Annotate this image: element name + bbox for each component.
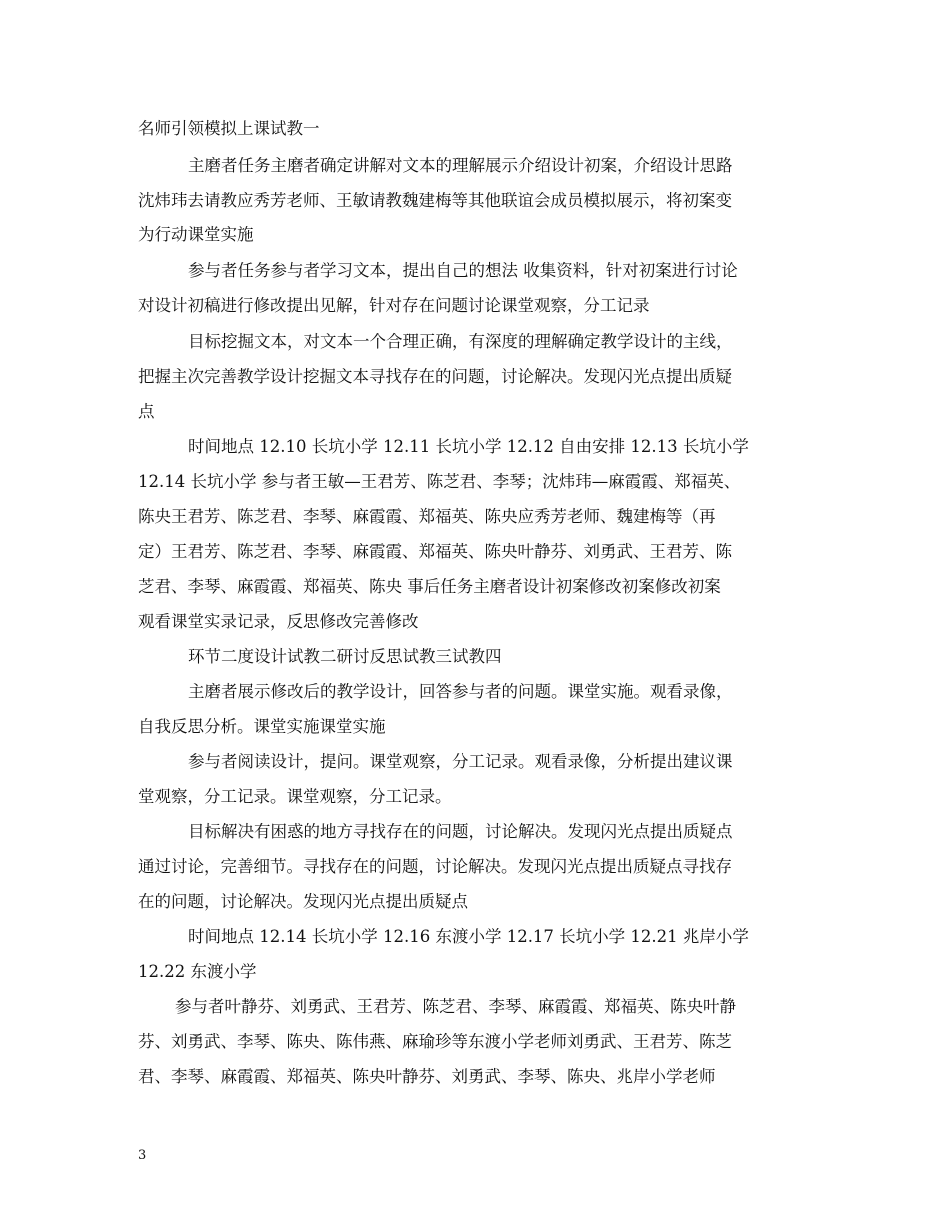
paragraph-line: 堂观察，分工记录。课堂观察，分工记录。: [138, 787, 452, 806]
paragraph-line: 自我反思分析。课堂实施课堂实施: [138, 717, 386, 736]
section-heading: 名师引领模拟上课试教一: [138, 119, 320, 138]
paragraph-line: 主磨者任务主磨者确定讲解对文本的理解展示介绍设计初案，介绍设计思路: [188, 156, 733, 175]
paragraph-line: 君、李琴、麻霞霞、郑福英、陈央叶静芬、刘勇武、李琴、陈央、兆岸小学老师: [138, 1067, 716, 1086]
paragraph-line: 参与者叶静芬、刘勇武、王君芳、陈芝君、李琴、麻霞霞、郑福英、陈央叶静: [175, 997, 736, 1016]
paragraph-line: 目标挖掘文本，对文本一个合理正确，有深度的理解确定教学设计的主线，: [188, 332, 733, 351]
paragraph-line: 把握主次完善教学设计挖掘文本寻找存在的问题，讨论解决。发现闪光点提出质疑: [138, 367, 732, 386]
paragraph-line: 陈央王君芳、陈芝君、李琴、麻霞霞、郑福英、陈央应秀芳老师、魏建梅等（再: [138, 507, 716, 526]
paragraph-line: 点: [138, 402, 155, 421]
paragraph-line: 通过讨论，完善细节。寻找存在的问题，讨论解决。发现闪光点提出质疑点寻找存: [138, 857, 732, 876]
paragraph-line: 参与者阅读设计，提问。课堂观察，分工记录。观看录像，分析提出建议课: [188, 752, 733, 771]
paragraph-line: 在的问题，讨论解决。发现闪光点提出质疑点: [138, 892, 468, 911]
section-heading: 环节二度设计试教二研讨反思试教三试教四: [188, 647, 502, 666]
paragraph-line: 时间地点 12.10 长坑小学 12.11 长坑小学 12.12 自由安排 12.13 长坑小学: [188, 437, 749, 456]
page-number: 3: [138, 1148, 147, 1163]
paragraph-line: 定）王君芳、陈芝君、李琴、麻霞霞、郑福英、陈央叶静芬、刘勇武、王君芳、陈: [138, 542, 732, 561]
paragraph-line: 沈炜玮去请教应秀芳老师、王敏请教魏建梅等其他联谊会成员模拟展示，将初案变: [138, 191, 732, 210]
paragraph-line: 芝君、李琴、麻霞霞、郑福英、陈央 事后任务主磨者设计初案修改初案修改初案: [138, 577, 721, 596]
paragraph-line: 主磨者展示修改后的教学设计，回答参与者的问题。课堂实施。观看录像，: [188, 682, 733, 701]
paragraph-line: 对设计初稿进行修改提出见解，针对存在问题讨论课堂观察，分工记录: [138, 296, 650, 315]
paragraph-line: 芬、刘勇武、李琴、陈央、陈伟燕、麻瑜珍等东渡小学老师刘勇武、王君芳、陈芝: [138, 1032, 732, 1051]
paragraph-line: 为行动课堂实施: [138, 225, 254, 244]
paragraph-line: 观看课堂实录记录，反思修改完善修改: [138, 612, 419, 631]
paragraph-line: 12.14 长坑小学 参与者王敏—王君芳、陈芝君、李琴；沈炜玮—麻霞霞、郑福英、: [138, 472, 741, 491]
paragraph-line: 12.22 东渡小学: [138, 962, 257, 981]
paragraph-line: 参与者任务参与者学习文本，提出自己的想法 收集资料，针对初案进行讨论: [188, 261, 738, 280]
paragraph-line: 目标解决有困惑的地方寻找存在的问题，讨论解决。发现闪光点提出质疑点: [188, 822, 733, 841]
paragraph-line: 时间地点 12.14 长坑小学 12.16 东渡小学 12.17 长坑小学 12.21 兆岸小学: [188, 927, 749, 946]
